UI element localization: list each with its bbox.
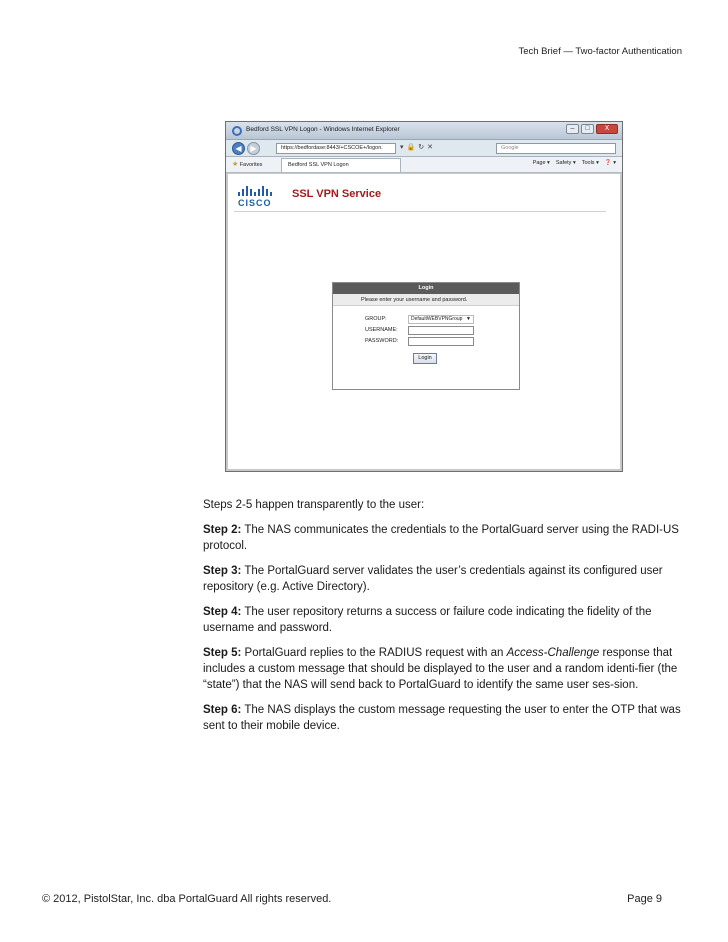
username-field[interactable] <box>408 326 474 335</box>
login-heading: Login <box>333 283 519 294</box>
close-button[interactable]: X <box>596 124 618 134</box>
step-text: The user repository returns a success or failure code indicating the fidelity of the username and password. <box>203 606 652 634</box>
login-button[interactable]: Login <box>413 353 437 364</box>
window-titlebar <box>226 122 622 140</box>
command-bar <box>533 160 616 166</box>
help-menu[interactable]: ❓ ▾ <box>604 160 616 166</box>
favorites-label: Favorites <box>239 162 263 168</box>
step-text: The NAS communicates the credentials to the PortalGuard server using the RADI-US protocol. <box>203 524 679 552</box>
chevron-down-icon: ▼ <box>466 316 471 322</box>
favorites-button[interactable] <box>232 160 262 168</box>
minimize-button[interactable]: – <box>566 124 579 134</box>
login-panel <box>332 282 520 390</box>
step-5 <box>203 645 693 693</box>
password-label: PASSWORD: <box>365 338 399 344</box>
step-text: response that includes a custom message that should be displayed to the user and a random identi-fier (the “state”) that the NAS will send back to PortalGuard to identify the same user ses-sion. <box>203 647 678 691</box>
safety-menu[interactable]: Safety ▾ <box>555 160 576 166</box>
steps-intro: Steps 2-5 happen transparently to the user: <box>203 499 425 511</box>
forward-icon[interactable]: ▶ <box>247 142 260 155</box>
group-value: DefaultWEBVPNGroup <box>411 316 463 322</box>
tools-menu[interactable]: Tools ▾ <box>581 160 599 166</box>
username-label: USERNAME: <box>365 327 398 333</box>
step-4 <box>203 604 693 636</box>
step-label: Step 3: <box>203 565 242 577</box>
url-field[interactable]: https://bedfordase:8443/+CSCOE+/logon. <box>276 143 396 154</box>
step-label: Step 2: <box>203 524 242 536</box>
password-field[interactable] <box>408 337 474 346</box>
step-label: Step 4: <box>203 606 242 618</box>
step-text: The NAS displays the custom message requesting the user to enter the OTP that was sent to their mobile device. <box>203 704 681 732</box>
vpn-logon-screenshot <box>225 121 623 472</box>
cisco-banner <box>234 182 606 212</box>
cisco-wordmark: CISCO <box>238 198 272 208</box>
cisco-logo-icon <box>238 186 272 196</box>
page-menu[interactable]: Page ▾ <box>532 160 550 166</box>
search-input[interactable]: Google <box>496 143 616 154</box>
step-3 <box>203 563 693 595</box>
group-select[interactable] <box>408 315 474 324</box>
window-controls <box>566 124 618 134</box>
step-2 <box>203 522 693 554</box>
window-title: Bedford SSL VPN Logon - Windows Internet Explorer <box>246 126 400 133</box>
step-label: Step 6: <box>203 704 242 716</box>
star-icon: ★ <box>232 161 239 168</box>
step-6 <box>203 702 693 734</box>
web-page <box>228 174 620 469</box>
page-number: Page 9 <box>627 893 662 905</box>
steps-text <box>203 497 693 743</box>
step-emphasis: Access-Challenge <box>506 647 600 659</box>
page-header: Tech Brief — Two-factor Authentication <box>518 46 682 57</box>
browser-tab[interactable]: Bedford SSL VPN Logon <box>281 158 401 172</box>
step-text-pre: PortalGuard replies to the RADIUS request with an <box>241 647 507 659</box>
back-icon[interactable]: ◀ <box>232 142 245 155</box>
address-actions-icon[interactable]: ▾🔒↻✕ <box>400 144 436 151</box>
step-label: Step 5: <box>203 647 242 659</box>
group-label: GROUP: <box>365 316 387 322</box>
address-bar <box>226 140 622 157</box>
service-title: SSL VPN Service <box>292 188 382 200</box>
login-prompt: Please enter your username and password. <box>333 294 519 306</box>
ie-logo-icon <box>232 126 242 136</box>
favorites-bar <box>226 157 622 173</box>
step-text: The PortalGuard server validates the user’s credentials against its configured user repository (e.g. Active Directory). <box>203 565 663 593</box>
footer-copyright: © 2012, PistolStar, Inc. dba PortalGuard All rights reserved. <box>42 893 332 905</box>
maximize-button[interactable]: □ <box>581 124 594 134</box>
